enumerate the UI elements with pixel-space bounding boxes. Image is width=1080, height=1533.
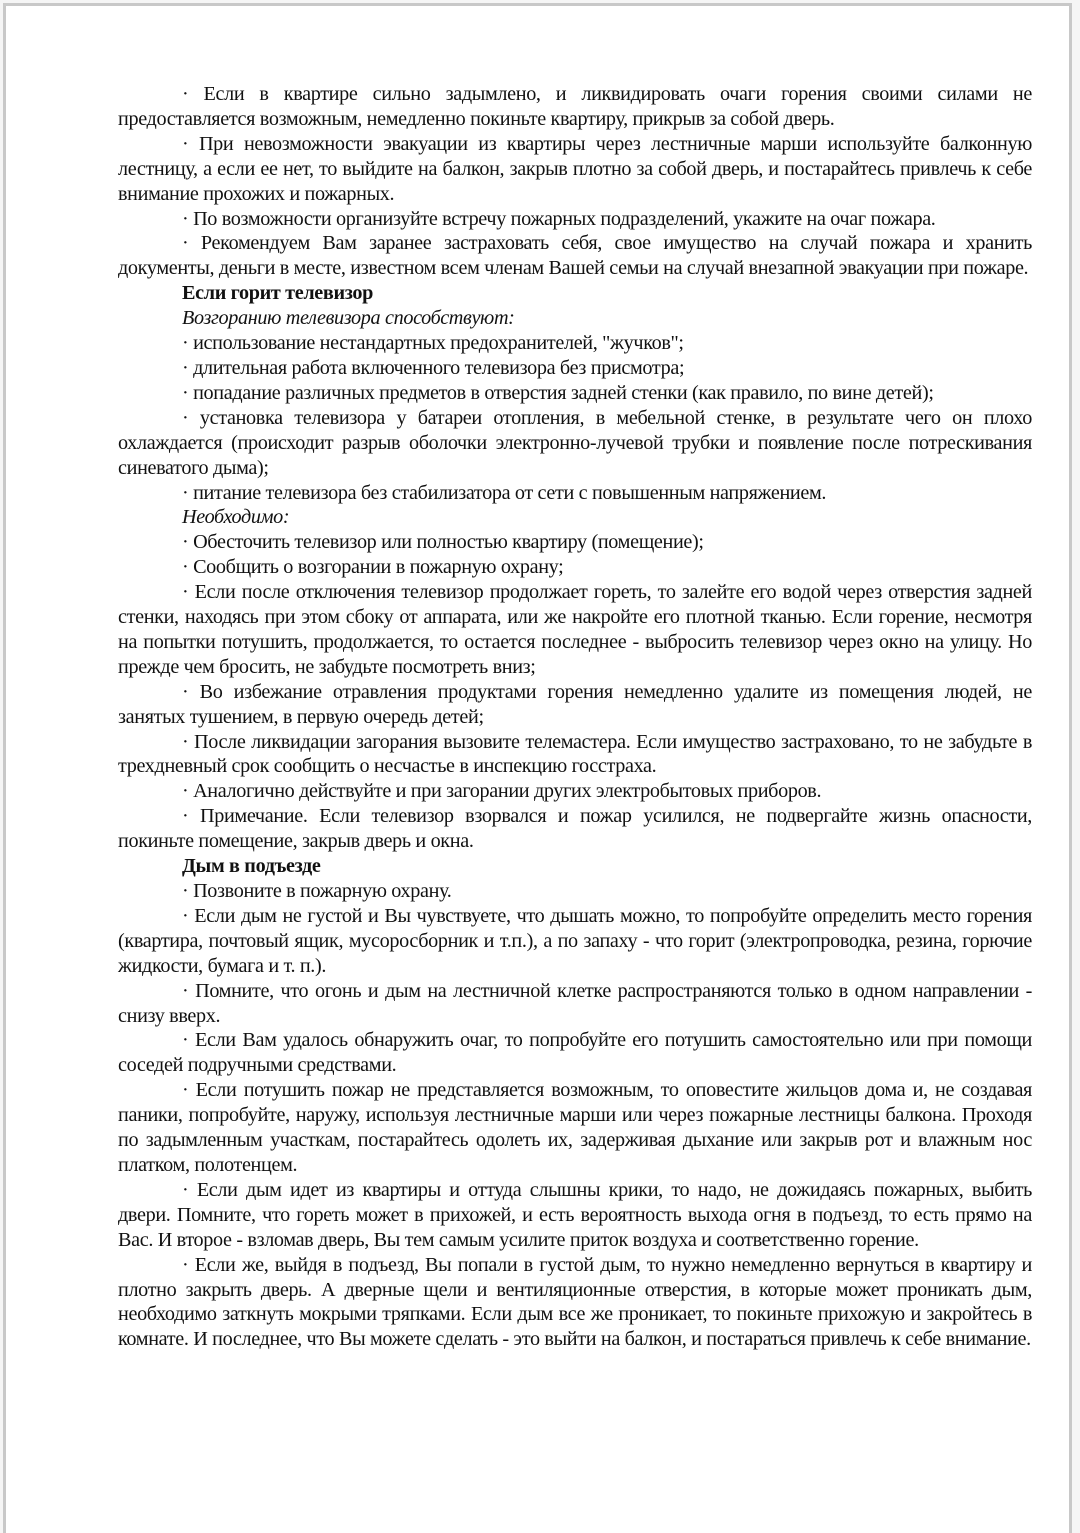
paragraph: · Помните, что огонь и дым на лестничной клетке распространяются только в одном направлении - снизу вверх. [118, 979, 1032, 1027]
action-item: · Аналогично действуйте и при загорании других электробытовых приборов. [182, 780, 822, 803]
cause-item: · длительная работа включенного телевизора без присмотра; [182, 356, 685, 379]
action-item: · Обесточить телевизор или полностью квартиру (помещение); [182, 531, 704, 554]
paragraph: · Если дым идет из квартиры и оттуда слышны крики, то надо, не дожидаясь пожарных, выбить двери. Помните, что гореть может в прихожей, и есть вероятность выхода огня в подъезд, то есть прямо на Вас. И второе - взломав дверь, Вы тем самым усилите приток воздуха и соответственно горение. [118, 1178, 1032, 1251]
section-heading-tv-fire: Если горит телевизор [182, 282, 374, 305]
paragraph: · Рекомендуем Вам заранее застраховать себя, свое имущество на случай пожара и хранить документы, деньги в месте, известном всем членам Вашей семьи на случай внезапной эвакуации при пожаре. [118, 232, 1032, 280]
cause-item: · питание телевизора без стабилизатора от сети с повышенным напряжением. [182, 481, 827, 504]
document-page [3, 3, 1072, 1533]
paragraph: · Если дым не густой и Вы чувствуете, что дышать можно, то попробуйте определить место горения (квартира, почтовый ящик, мусоросборник и т.п.), а по запаху - что горит (электропроводка, резина, горючие жидкости, бумага и т. п.). [118, 904, 1032, 977]
cause-item: · использование нестандартных предохранителей, "жучков"; [182, 332, 684, 355]
paragraph: · Если Вам удалось обнаружить очаг, то попробуйте его потушить самостоятельно или при помощи соседей подручными средствами. [118, 1029, 1032, 1077]
paragraph: · По возможности организуйте встречу пожарных подразделений, укажите на очаг пожара. [182, 207, 936, 230]
actions-label: Необходимо: [182, 506, 290, 529]
causes-label: Возгоранию телевизора способствуют: [182, 307, 515, 330]
paragraph: · Если потушить пожар не представляется возможным, то оповестите жильцов дома и, не создавая паники, попробуйте, наружу, используя лестничные марши или через пожарные лестницы балкона. Проходя по задымленным участкам, постарайтесь одолеть их, задерживая дыхание или закрыв рот и влажным нос платком, полотенцем. [118, 1079, 1032, 1176]
paragraph: · Если же, выйдя в подъезд, Вы попали в густой дым, то нужно немедленно вернуться в квартиру и плотно закрыть дверь. А дверные щели и вентиляционные отверстия, в которые может проникать дым, необходимо заткнуть мокрыми тряпками. Если дым все же проникает, то покиньте прихожую и закройтесь в комнате. И последнее, что Вы можете сделать - это выйти на балкон, и постараться привлечь к себе внимание. [118, 1253, 1032, 1351]
section-heading-smoke-in-entrance: Дым в подъезде [182, 855, 321, 878]
action-item: · Примечание. Если телевизор взорвался и пожар усилился, не подвергайте жизнь опасности, покиньте помещение, закрыв дверь и окна. [118, 805, 1032, 853]
cause-item: · установка телевизора у батареи отопления, в мебельной стенке, в результате чего он плохо охлаждается (происходит разрыв оболочки электронно-лучевой трубки и появление после потрескивания синеватого дыма); [118, 406, 1032, 479]
document-body [118, 82, 1032, 1352]
action-item: · Если после отключения телевизор продолжает гореть, то залейте его водой через отверстия задней стенки, находясь при этом сбоку от аппарата, или же накройте его плотной тканью. Если горение, несмотря на попытки потушить, продолжается, то остается последнее - выбросить телевизор через окно на улицу. Но прежде чем бросить, не забудьте посмотреть вниз; [118, 581, 1032, 678]
paragraph: · Позвоните в пожарную охрану. [182, 880, 452, 902]
action-item: · Сообщить о возгорании в пожарную охрану; [182, 556, 564, 579]
action-item: · Во избежание отравления продуктами горения немедленно удалите из помещения людей, не занятых тушением, в первую очередь детей; [118, 680, 1032, 728]
paragraph: · При невозможности эвакуации из квартиры через лестничные марши используйте балконную лестницу, а если ее нет, то выйдите на балкон, закрыв плотно за собой дверь, и постарайтесь привлечь к себе внимание прохожих и пожарных. [118, 132, 1032, 205]
cause-item: · попадание различных предметов в отверстия задней стенки (как правило, по вине детей); [182, 381, 934, 404]
action-item: · После ликвидации загорания вызовите телемастера. Если имущество застраховано, то не забудьте в трехдневный срок сообщить о несчастье в инспекцию госстраха. [118, 730, 1032, 778]
paragraph: · Если в квартире сильно задымлено, и ликвидировать очаги горения своими силами не предоставляется возможным, немедленно покиньте квартиру, прикрыв за собой дверь. [118, 83, 1032, 130]
